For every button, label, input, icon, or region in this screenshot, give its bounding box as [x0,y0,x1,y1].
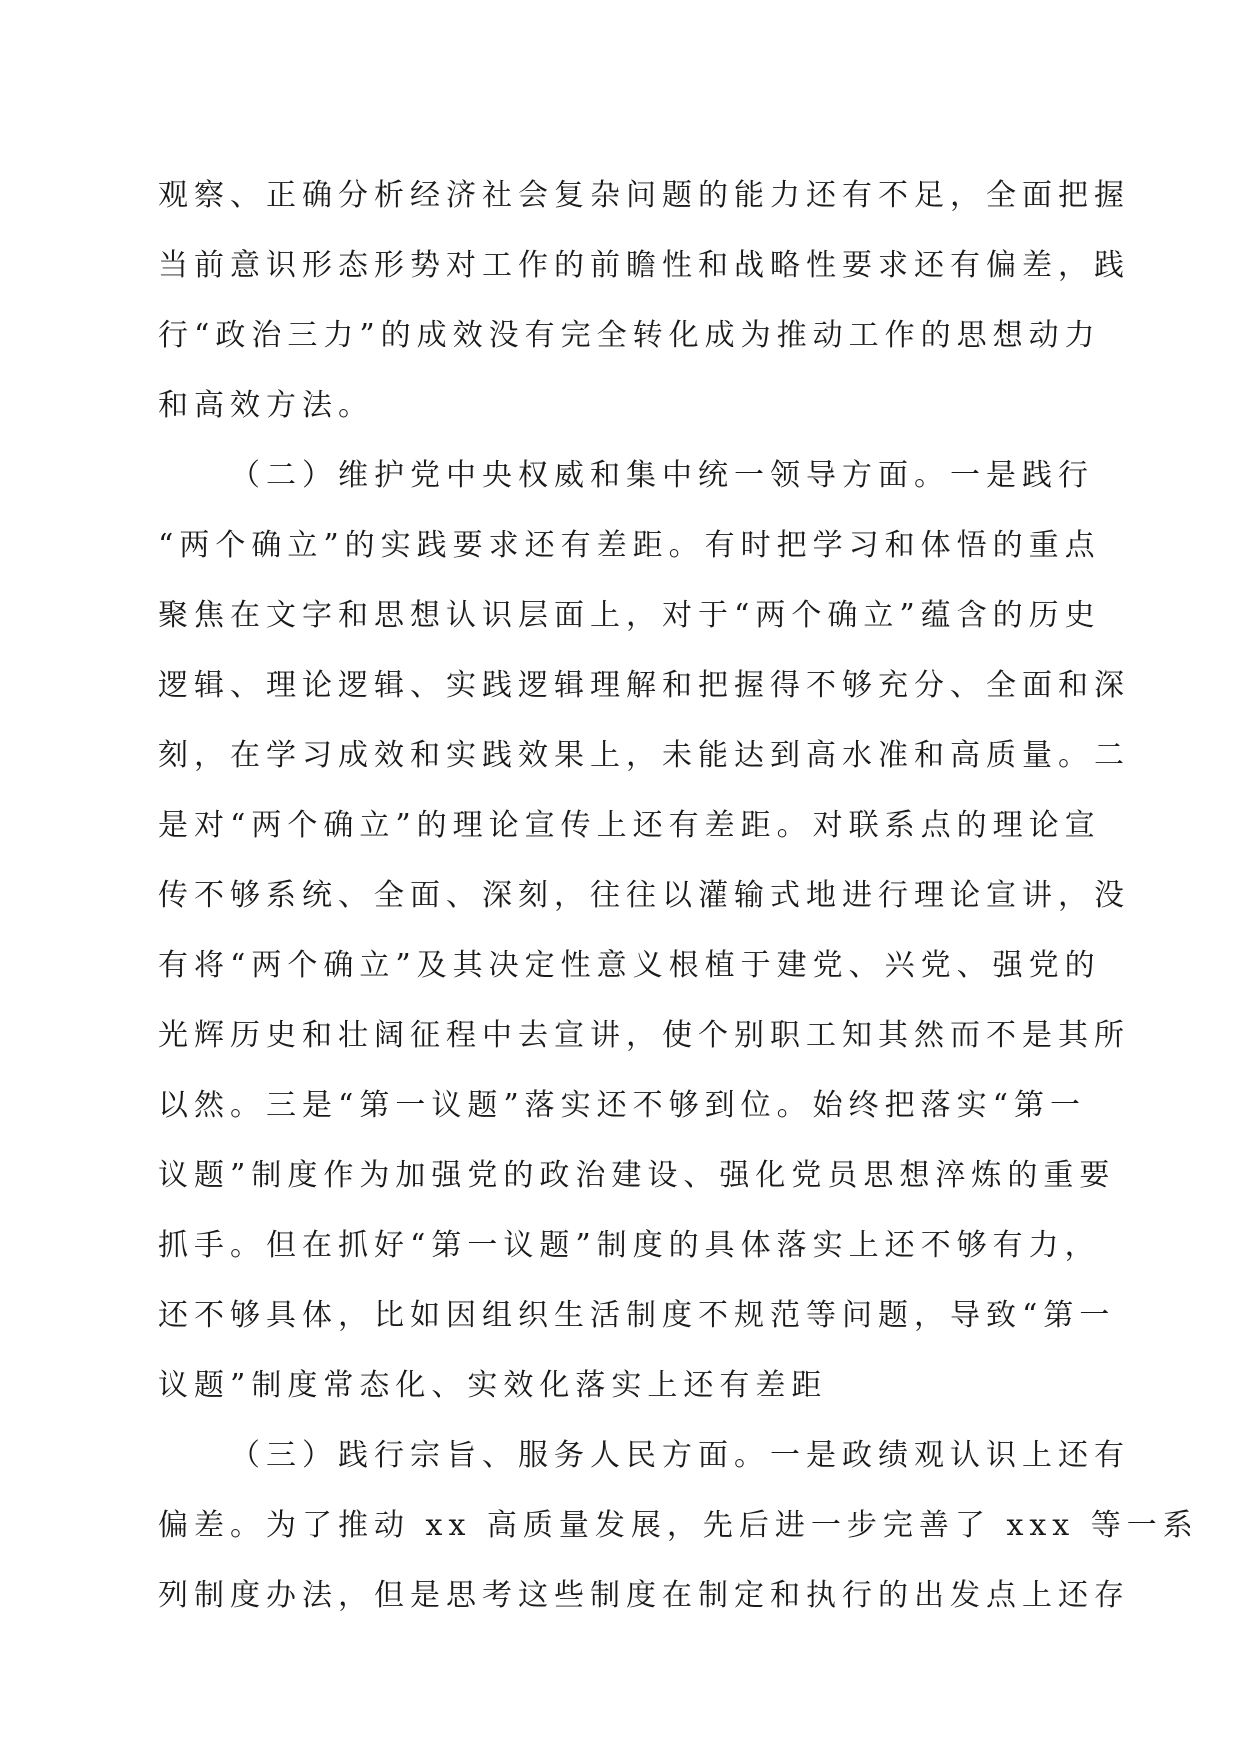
text-line: 行“政治三力”的成效没有完全转化成为推动工作的思想动力 [158,318,1101,353]
text-line: “两个确立”的实践要求还有差距。有时把学习和体悟的重点 [158,528,1101,563]
text-line: 逻辑、理论逻辑、实践逻辑理解和把握得不够充分、全面和深 [158,668,1130,703]
document-body [158,178,1199,1648]
text-line: 刻，在学习成效和实践效果上，未能达到高水准和高质量。二 [158,738,1130,773]
text-line: 是对“两个确立”的理论宣传上还有差距。对联系点的理论宣 [158,808,1101,843]
section-heading-line: （二）维护党中央权威和集中统一领导方面。一是践行 [230,458,1094,493]
section-heading-line: （三）践行宗旨、服务人民方面。一是政绩观认识上还有 [230,1438,1130,1473]
text-line: 议题”制度常态化、实效化落实上还有差距 [158,1368,828,1403]
text-line: 观察、正确分析经济社会复杂问题的能力还有不足，全面把握 [158,178,1130,213]
text-line: 当前意识形态形势对工作的前瞻性和战略性要求还有偏差，践 [158,248,1130,283]
text-line: 光辉历史和壮阔征程中去宣讲，使个别职工知其然而不是其所 [158,1018,1130,1053]
text-line: 议题”制度作为加强党的政治建设、强化党员思想淬炼的重要 [158,1158,1116,1193]
text-line: 还不够具体，比如因组织生活制度不规范等问题，导致“第一 [158,1298,1116,1333]
text-line: 以然。三是“第一议题”落实还不够到位。始终把落实“第一 [158,1088,1087,1123]
text-line: 列制度办法，但是思考这些制度在制定和执行的出发点上还存 [158,1578,1130,1613]
text-line: 有将“两个确立”及其决定性意义根植于建党、兴党、强党的 [158,948,1101,983]
text-line: 偏差。为了推动 xx 高质量发展，先后进一步完善了 xxx 等一系 [158,1508,1199,1543]
text-line: 聚焦在文字和思想认识层面上，对于“两个确立”蕴含的历史 [158,598,1101,633]
text-line: 抓手。但在抓好“第一议题”制度的具体落实上还不够有力， [158,1228,1101,1263]
text-line: 传不够系统、全面、深刻，往往以灌输式地进行理论宣讲，没 [158,878,1130,913]
text-line: 和高效方法。 [158,388,374,423]
